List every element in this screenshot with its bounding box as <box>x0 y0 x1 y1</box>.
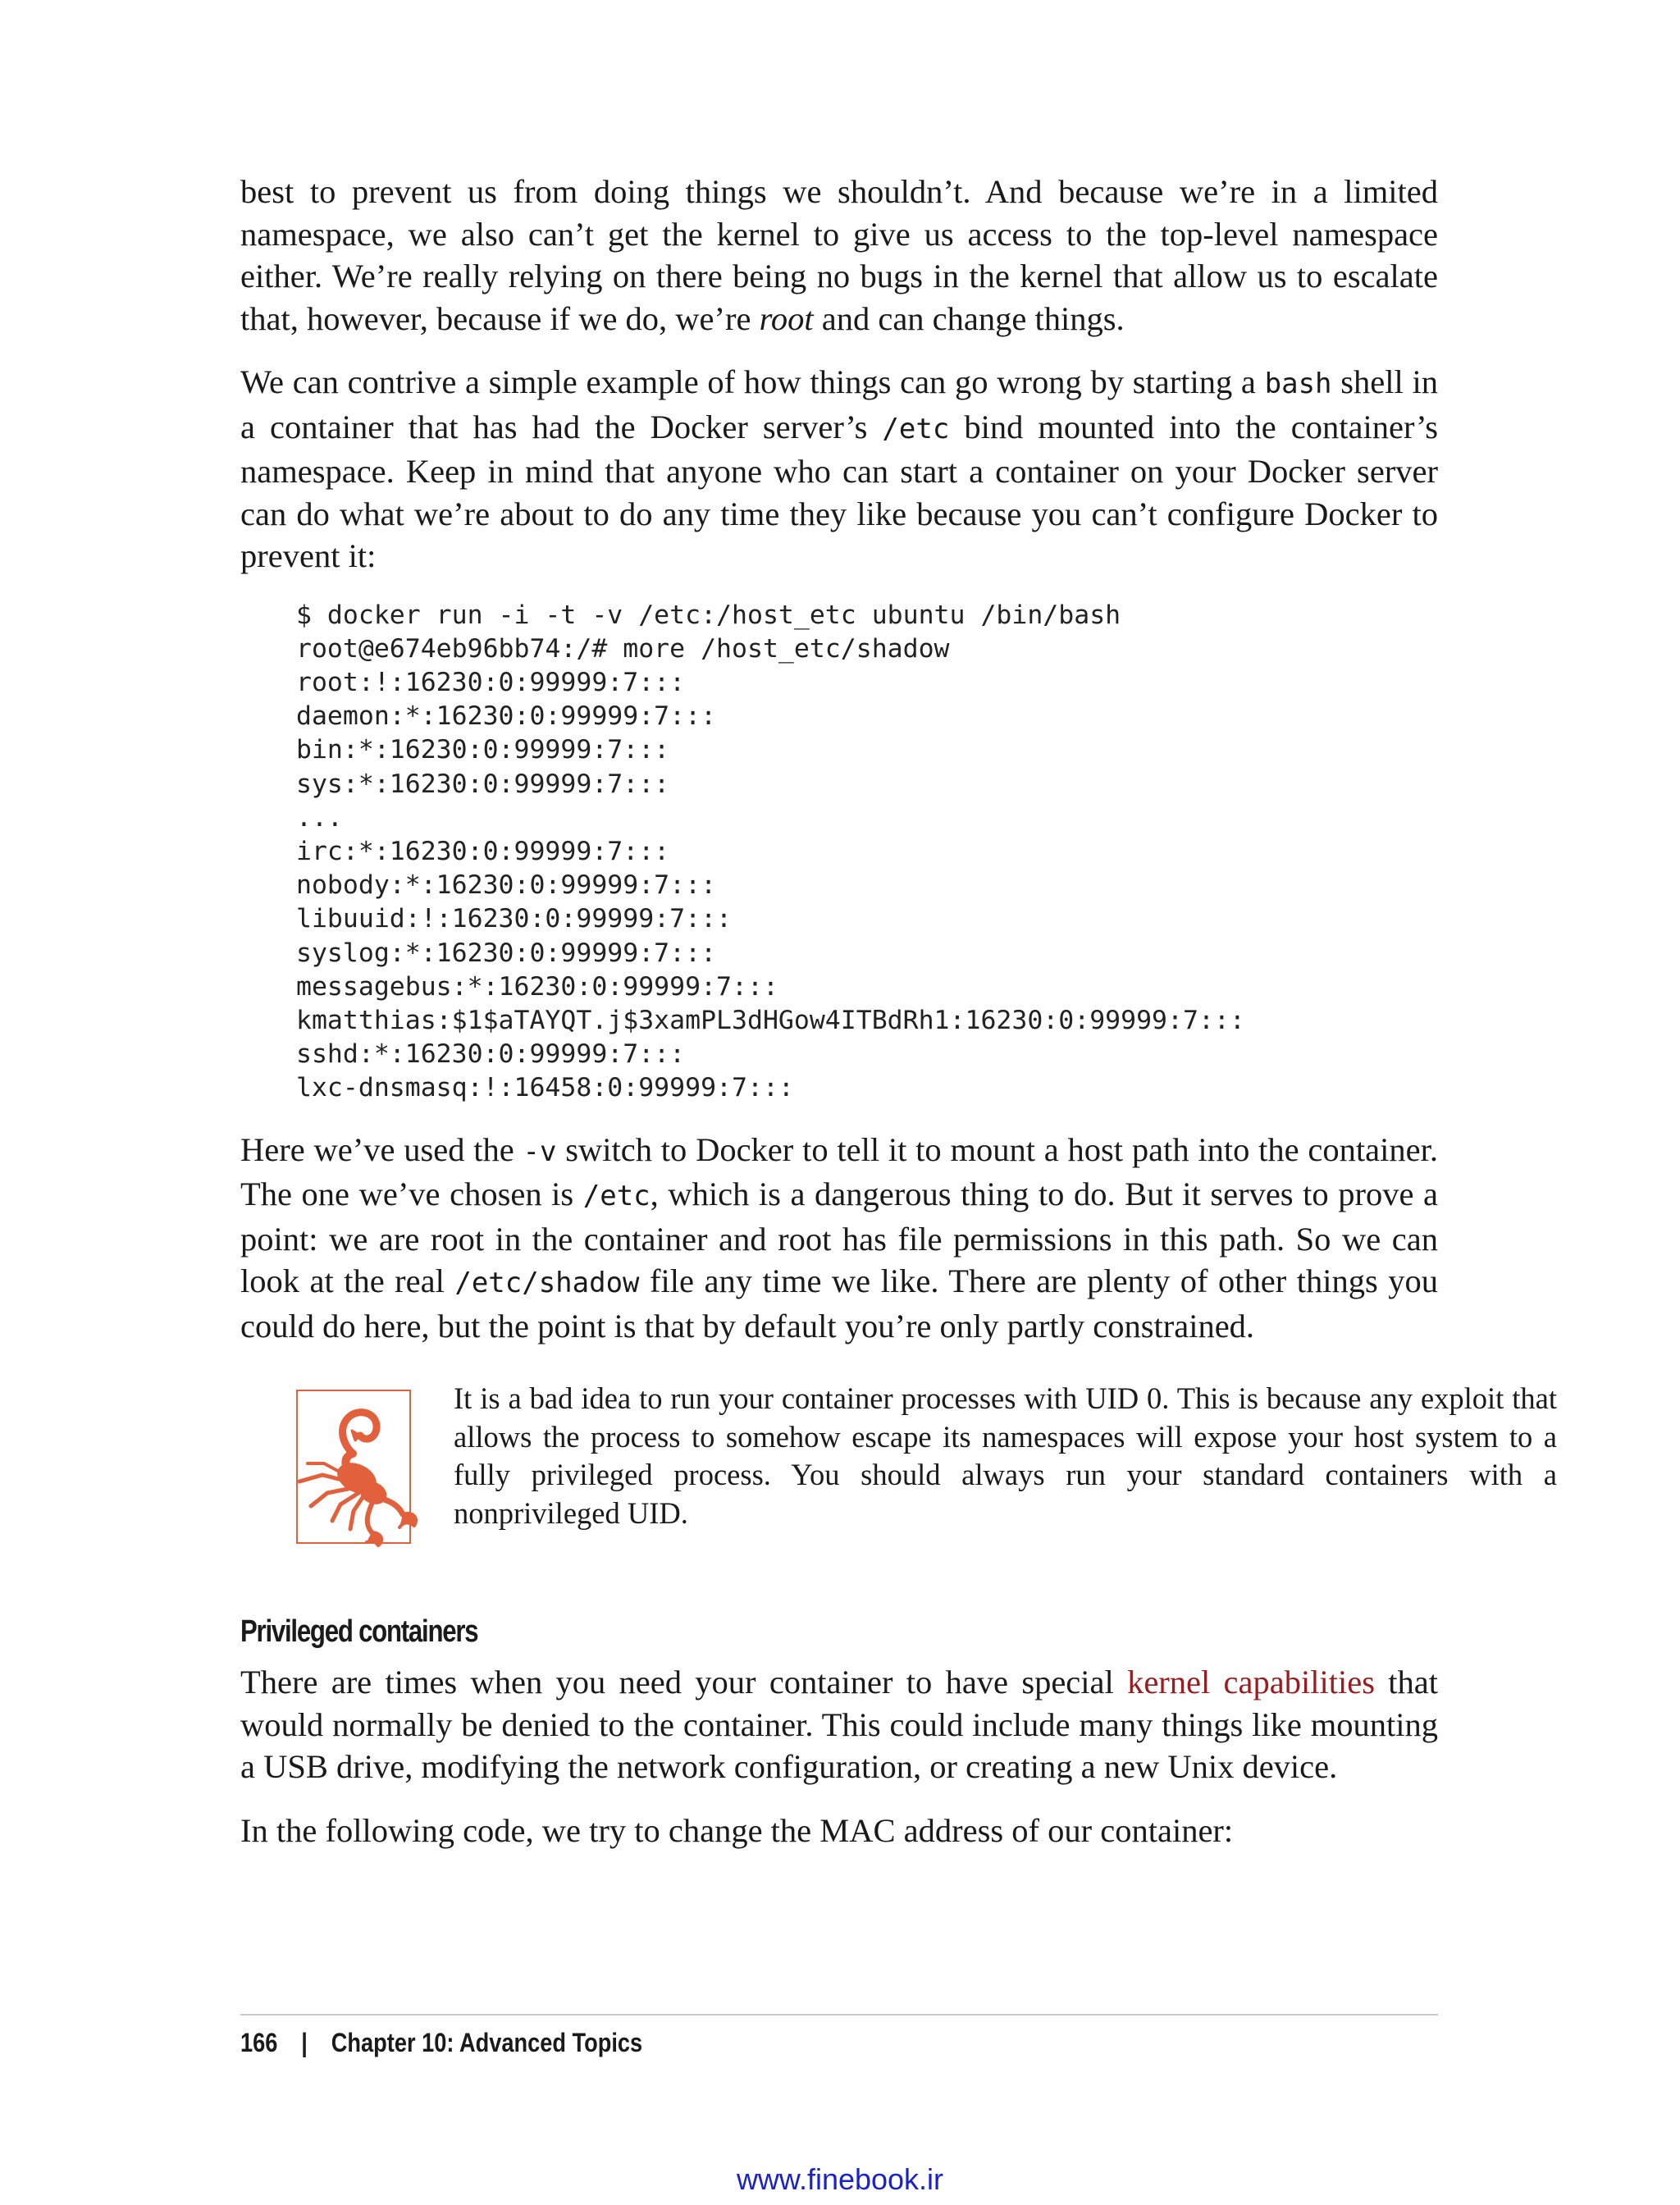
page-content <box>240 171 1557 1873</box>
text-span: Here we’ve used the <box>240 1130 523 1168</box>
warning-icon-frame <box>296 1390 411 1544</box>
warning-text: It is a bad idea to run your container processes with UID 0. This is because any exploit that allows the process to somehow escape its namespaces will expose your host system to a fully privileged process. You should always run your standard containers with a nonprivileged UID. <box>454 1381 1557 1530</box>
text-span: switch to Docker to tell it to mount a host path into the container. The one we’ve chosen is <box>240 1130 1438 1213</box>
scorpion-icon <box>275 1396 431 1552</box>
footer-separator: | <box>301 2028 308 2057</box>
text-span: We can contrive a simple example of how things can go wrong by starting a <box>240 363 1265 400</box>
watermark-url[interactable]: www.finebook.ir <box>736 2162 944 2196</box>
text-span: best to prevent us from doing things we shouldn’t. And because we’re in a limited namespace, we also can’t get the kernel to give us access to the top-level namespace either. We’re really relying on there being no bugs in the kernel that allow us to escalate that, however, because if we do, we’re <box>240 173 1438 337</box>
text-span: There are times when you need your container to have special <box>240 1664 1128 1701</box>
text-span: that would normally be denied to the container. This could include many things like mounting a USB drive, modifying the network configuration, or creating a new Unix device. <box>240 1664 1439 1786</box>
inline-code-v-switch: -v <box>523 1134 557 1168</box>
inline-code-etc-shadow: /etc/shadow <box>454 1267 640 1300</box>
paragraph-namespace-intro <box>240 171 1438 340</box>
page-number: 166 <box>240 2028 278 2057</box>
text-span: bind mounted into the container’s namespace. Keep in mind that anyone who can start a container on your Docker server can do what we’re about to do any time they like because you can’t configure Docker to prevent it: <box>240 408 1438 574</box>
paragraph-volume-explanation <box>240 1129 1438 1348</box>
text-span: file any time we like. There are plenty of other things you could do here, but the point is that by default you’re only partly constrained. <box>240 1262 1438 1344</box>
code-block-shadow: $ docker run -i -t -v /etc:/host_etc ubuntu /bin/bash root@e674eb96bb74:/# more /host_etc/shadow root:!:16230:0:99999:7::: daemon:*:16230:0:99999:7::: bin:*:16230:0:99999:7::: sys:*:16230:0:99999:7::: ... irc:*:16230:0:99999:7::: nobody:*:16230:0:99999:7::: libuuid:!:16230:0:99999:7::: syslog:*:16230:0:99999:7::: messagebus:*:16230:0:99999:7::: kmatthias:$1$aTAYQT.j$3xamPL3dHGow4ITBdRh1:16230:0:99999:7::: sshd:*:16230:0:99999:7::: lxc-dnsmasq:!:16458:0:99999:7::: <box>296 600 1245 1103</box>
paragraph-kernel-capabilities <box>240 1661 1438 1788</box>
inline-code-etc: /etc <box>882 412 950 445</box>
chapter-title: Chapter 10: Advanced Topics <box>331 2028 643 2057</box>
section-heading-privileged-containers: Privileged containers <box>240 1614 478 1650</box>
warning-callout <box>240 1380 1557 1585</box>
page-footer <box>240 2028 642 2058</box>
text-span: , which is a dangerous thing to do. But it serves to prove a point: we are root in the container and root has file permissions in this path. So we can look at the real <box>240 1176 1438 1300</box>
text-span: and can change things. <box>813 299 1125 337</box>
text-span: shell in a container that has had the Docker server’s <box>240 363 1438 445</box>
paragraph-contrive-example <box>240 361 1438 578</box>
paragraph-mac-address: In the following code, we try to change the MAC address of our container: <box>240 1811 1234 1849</box>
footer-rule <box>240 2014 1438 2016</box>
kernel-capabilities-link[interactable]: kernel capabilities <box>1127 1664 1375 1701</box>
emphasis-root: root <box>759 299 814 337</box>
inline-code-bash: bash <box>1264 368 1332 400</box>
inline-code-etc: /etc <box>582 1180 651 1213</box>
